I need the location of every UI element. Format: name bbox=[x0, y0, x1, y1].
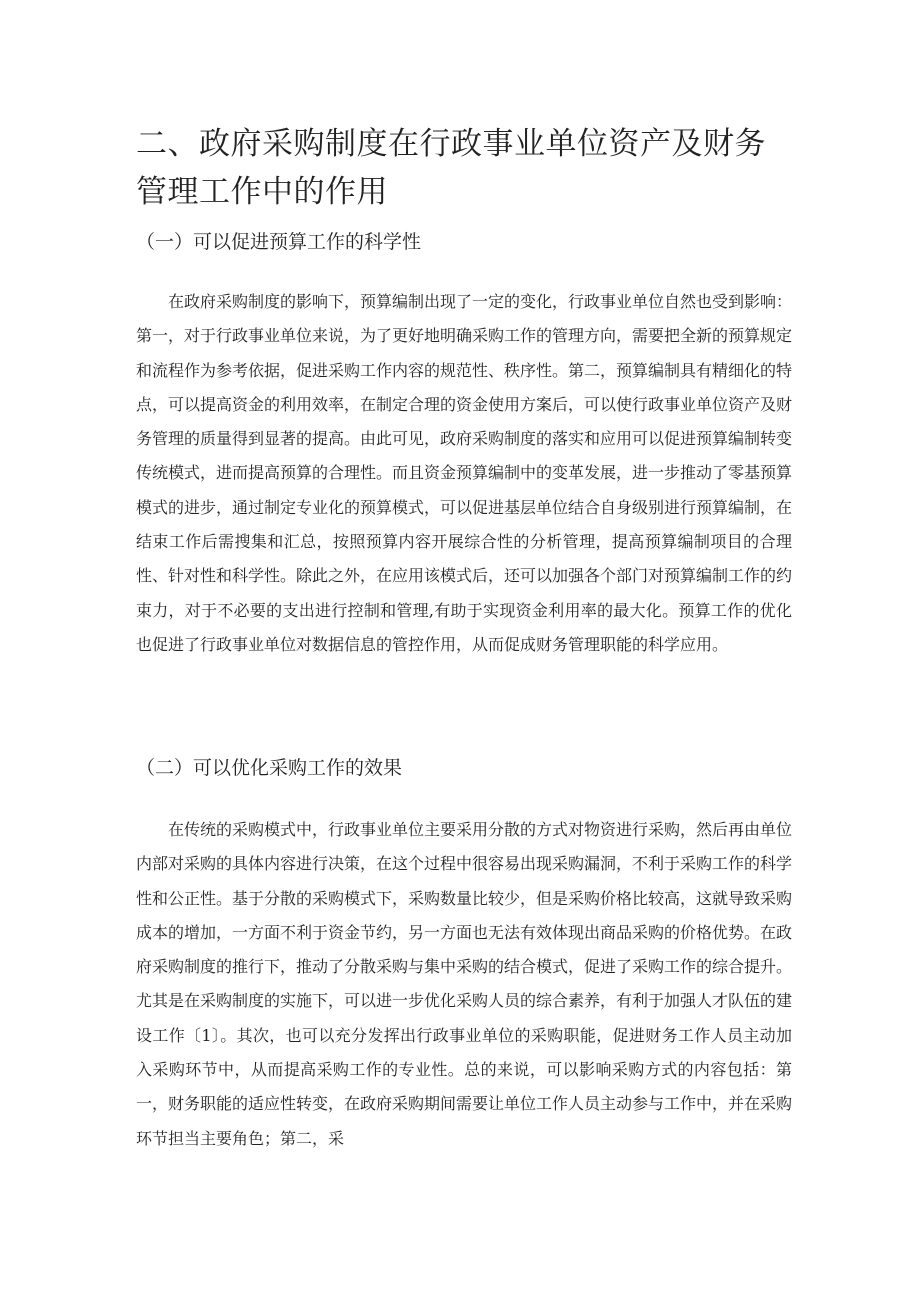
subsection-paragraph-2: 在传统的采购模式中，行政事业单位主要采用分散的方式对物资进行采购，然后再由单位内部对采购的具体内容进行决策，在这个过程中很容易出现采购漏洞，不利于采购工作的科学性和公正性。基于分散的采购模式下，采购数量比较少，但是采购价格比较高，这就导致采购成本的增加，一方面不利于资金节约，另一方面也无法有效体现出商品采购的价格优势。在政府采购制度的推行下，推动了分散采购与集中采购的结合模式，促进了采购工作的综合提升。尤其是在采购制度的实施下，可以进一步优化采购人员的综合素养，有利于加强人才队伍的建设工作〔1〕。其次，也可以充分发挥出行政事业单位的采购职能，促进财务工作人员主动加入采购环节中，从而提高采购工作的专业性。总的来说，可以影响采购方式的内容包括：第一，财务职能的适应性转变，在政府采购期间需要让单位工作人员主动参与工作中，并在采购环节担当主要角色；第二，采 bbox=[136, 820, 793, 1148]
subsection-heading-2: （二）可以优化采购工作的效果 bbox=[136, 757, 403, 779]
subsection-heading-1: （一）可以促进预算工作的科学性 bbox=[136, 231, 422, 253]
section-title: 二、政府采购制度在行政事业单位资产及财务管理工作中的作用 bbox=[136, 126, 766, 210]
subsection-paragraph-1: 在政府采购制度的影响下，预算编制出现了一定的变化，行政事业单位自然也受到影响：第一，对于行政事业单位来说，为了更好地明确采购工作的管理方向，需要把全新的预算规定和流程作为参考依据，促进采购工作内容的规范性、秩序性。第二，预算编制具有精细化的特点，可以提高资金的利用效率，在制定合理的资金使用方案后，可以使行政事业单位资产及财务管理的质量得到显著的提高。由此可见，政府采购制度的落实和应用可以促进预算编制转变传统模式，进而提高预算的合理性。而且资金预算编制中的变革发展，进一步推动了零基预算模式的进步，通过制定专业化的预算模式，可以促进基层单位结合自身级别进行预算编制，在结束工作后需搜集和汇总，按照预算内容开展综合性的分析管理，提高预算编制项目的合理性、针对性和科学性。除此之外，在应用该模式后，还可以加强各个部门对预算编制工作的约束力，对于不必要的支出进行控制和管理,有助于实现资金利用率的最大化。预算工作的优化也促进了行政事业单位对数据信息的管控作用，从而促成财务管理职能的科学应用。 bbox=[136, 292, 793, 654]
